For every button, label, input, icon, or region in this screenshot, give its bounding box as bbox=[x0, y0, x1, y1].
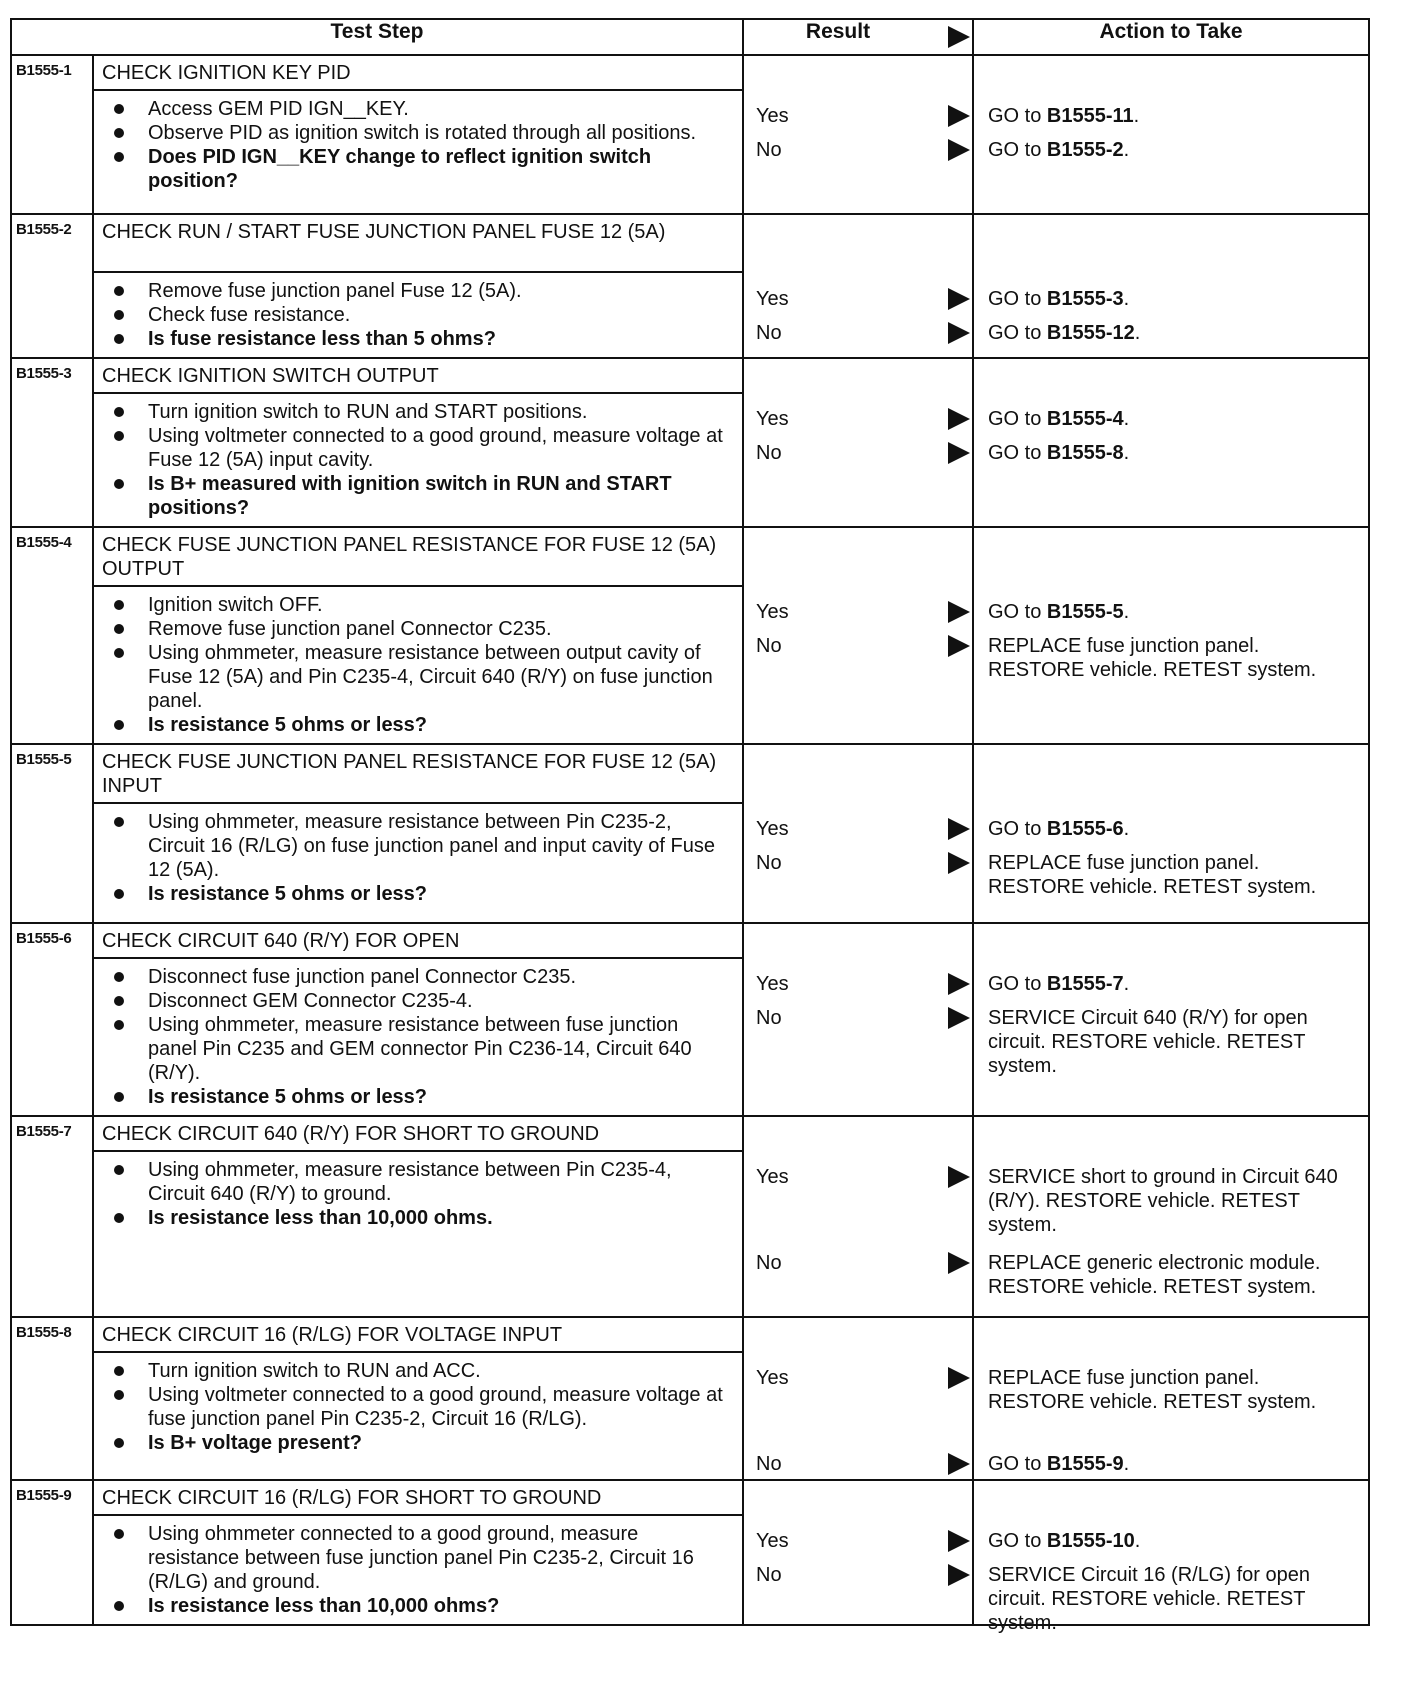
result-no-label: No bbox=[756, 852, 782, 874]
question-text: Is resistance less than 10,000 ohms? bbox=[148, 1595, 500, 1617]
action-text: GO to bbox=[988, 601, 1047, 623]
action-no bbox=[988, 138, 1360, 162]
action-no bbox=[988, 1563, 1360, 1635]
instruction-list bbox=[104, 279, 732, 351]
instruction-item bbox=[104, 1158, 732, 1206]
result-no-label: No bbox=[756, 322, 782, 344]
step-id: B1555-7 bbox=[11, 1116, 93, 1317]
action-text: SERVICE Circuit 16 (R/LG) for open circuit. RESTORE vehicle. RETEST system. bbox=[988, 1564, 1310, 1634]
instruction-text: Disconnect GEM Connector C235-4. bbox=[148, 990, 473, 1012]
result-no-label: No bbox=[756, 635, 782, 657]
arrow-right-icon bbox=[948, 1530, 970, 1552]
bullet-icon bbox=[114, 128, 124, 138]
question-item bbox=[104, 327, 732, 351]
bullet-icon bbox=[114, 1366, 124, 1376]
result-cell bbox=[743, 358, 973, 527]
instruction-list bbox=[104, 400, 732, 520]
instruction-text: Using ohmmeter, measure resistance between output cavity of Fuse 12 (5A) and Pin C235-4, Circuit 640 (R/Y) on fuse junction panel. bbox=[148, 642, 713, 712]
arrow-right-icon bbox=[948, 139, 970, 161]
table-header-row bbox=[11, 19, 1369, 55]
header-result bbox=[743, 19, 973, 55]
bullet-icon bbox=[114, 1020, 124, 1030]
result-cell bbox=[743, 527, 973, 744]
instruction-list bbox=[104, 97, 732, 193]
action-text: SERVICE Circuit 640 (R/Y) for open circuit. RESTORE vehicle. RETEST system. bbox=[988, 1007, 1308, 1077]
arrow-right-icon bbox=[948, 818, 970, 840]
action-step-ref: B1555-6 bbox=[1046, 818, 1124, 840]
instruction-text: Check fuse resistance. bbox=[148, 304, 351, 326]
step-instructions bbox=[93, 1352, 743, 1480]
step-id: B1555-1 bbox=[11, 55, 93, 214]
action-yes bbox=[988, 1165, 1360, 1237]
step-title: CHECK IGNITION KEY PID bbox=[93, 55, 743, 90]
action-cell bbox=[973, 55, 1369, 214]
bullet-icon bbox=[114, 1601, 124, 1611]
question-item bbox=[104, 1594, 732, 1618]
result-cell bbox=[743, 1317, 973, 1480]
diagnostic-table-sheet bbox=[10, 18, 1368, 1634]
instruction-text: Remove fuse junction panel Connector C235. bbox=[148, 618, 552, 640]
step-instructions bbox=[93, 272, 743, 358]
bullet-icon bbox=[114, 407, 124, 417]
step-title: CHECK IGNITION SWITCH OUTPUT bbox=[93, 358, 743, 393]
step-title-row bbox=[11, 744, 1369, 803]
instruction-list bbox=[104, 593, 732, 737]
action-suffix: . bbox=[1133, 105, 1140, 127]
question-text: Is resistance less than 10,000 ohms. bbox=[148, 1207, 493, 1229]
instruction-item bbox=[104, 279, 732, 303]
step-title-row bbox=[11, 214, 1369, 272]
bullet-icon bbox=[114, 104, 124, 114]
action-yes bbox=[988, 972, 1360, 996]
action-step-ref: B1555-10 bbox=[1046, 1530, 1135, 1552]
bullet-icon bbox=[114, 334, 124, 344]
action-text: REPLACE fuse junction panel. RESTORE vehicle. RETEST system. bbox=[988, 852, 1317, 898]
action-no bbox=[988, 634, 1360, 682]
result-yes-label: Yes bbox=[756, 1166, 789, 1188]
bullet-icon bbox=[114, 1438, 124, 1448]
question-item bbox=[104, 1206, 732, 1230]
bullet-icon bbox=[114, 972, 124, 982]
arrow-right-icon bbox=[948, 852, 970, 874]
action-text: GO to bbox=[988, 973, 1047, 995]
action-text: GO to bbox=[988, 322, 1047, 344]
result-cell bbox=[743, 923, 973, 1116]
instruction-text: Turn ignition switch to RUN and ACC. bbox=[148, 1360, 481, 1382]
result-yes-label: Yes bbox=[756, 1530, 789, 1552]
bullet-icon bbox=[114, 996, 124, 1006]
instruction-item bbox=[104, 121, 732, 145]
action-cell bbox=[973, 923, 1369, 1116]
step-instructions bbox=[93, 1151, 743, 1317]
bullet-icon bbox=[114, 720, 124, 730]
result-no-label: No bbox=[756, 1453, 782, 1475]
result-yes-label: Yes bbox=[756, 105, 789, 127]
instruction-text: Remove fuse junction panel Fuse 12 (5A). bbox=[148, 280, 522, 302]
action-text: GO to bbox=[988, 288, 1047, 310]
arrow-right-icon bbox=[948, 442, 970, 464]
question-text: Is resistance 5 ohms or less? bbox=[148, 883, 428, 905]
instruction-item bbox=[104, 965, 732, 989]
instruction-text: Access GEM PID IGN__KEY. bbox=[148, 98, 409, 120]
step-instructions bbox=[93, 1515, 743, 1625]
action-cell bbox=[973, 1116, 1369, 1317]
step-id: B1555-8 bbox=[11, 1317, 93, 1480]
result-cell bbox=[743, 1480, 973, 1625]
action-no bbox=[988, 441, 1360, 465]
action-step-ref: B1555-4 bbox=[1046, 408, 1124, 430]
action-text: REPLACE generic electronic module. RESTORE vehicle. RETEST system. bbox=[988, 1252, 1321, 1298]
pinpoint-test-table bbox=[10, 18, 1370, 1634]
action-cell bbox=[973, 358, 1369, 527]
action-step-ref: B1555-7 bbox=[1046, 973, 1124, 995]
step-instructions bbox=[93, 586, 743, 744]
action-step-ref: B1555-9 bbox=[1046, 1453, 1124, 1475]
step-title: CHECK RUN / START FUSE JUNCTION PANEL FUSE 12 (5A) bbox=[93, 214, 743, 272]
instruction-item bbox=[104, 989, 732, 1013]
question-item bbox=[104, 882, 732, 906]
action-suffix: . bbox=[1123, 601, 1130, 623]
action-text: REPLACE fuse junction panel. RESTORE vehicle. RETEST system. bbox=[988, 635, 1317, 681]
instruction-text: Using ohmmeter, measure resistance between Pin C235-2, Circuit 16 (R/LG) on fuse junction panel and input cavity of Fuse 12 (5A). bbox=[148, 811, 715, 881]
step-id: B1555-5 bbox=[11, 744, 93, 923]
step-title: CHECK FUSE JUNCTION PANEL RESISTANCE FOR FUSE 12 (5A) OUTPUT bbox=[93, 527, 743, 586]
action-cell bbox=[973, 1480, 1369, 1634]
arrow-right-icon bbox=[948, 26, 970, 48]
action-yes bbox=[988, 600, 1360, 624]
question-item bbox=[104, 145, 732, 193]
instruction-list bbox=[104, 1359, 732, 1455]
header-action: Action to Take bbox=[973, 19, 1369, 55]
action-no bbox=[988, 851, 1360, 899]
step-id: B1555-6 bbox=[11, 923, 93, 1116]
step-title: CHECK CIRCUIT 640 (R/Y) FOR SHORT TO GROUND bbox=[93, 1116, 743, 1151]
action-suffix: . bbox=[1134, 322, 1141, 344]
result-yes-label: Yes bbox=[756, 818, 789, 840]
bullet-icon bbox=[114, 648, 124, 658]
result-yes-label: Yes bbox=[756, 1367, 789, 1389]
bullet-icon bbox=[114, 600, 124, 610]
step-instructions bbox=[93, 803, 743, 923]
action-no bbox=[988, 1006, 1360, 1078]
instruction-item bbox=[104, 810, 732, 882]
action-yes bbox=[988, 1529, 1360, 1553]
arrow-right-icon bbox=[948, 408, 970, 430]
step-id: B1555-9 bbox=[11, 1480, 93, 1625]
action-suffix: . bbox=[1123, 408, 1130, 430]
bullet-icon bbox=[114, 1165, 124, 1175]
bullet-icon bbox=[114, 1390, 124, 1400]
instruction-text: Using ohmmeter, measure resistance between fuse junction panel Pin C235 and GEM connector Pin C236-14, Circuit 640 (R/Y). bbox=[148, 1014, 692, 1084]
arrow-right-icon bbox=[948, 601, 970, 623]
bullet-icon bbox=[114, 817, 124, 827]
action-no bbox=[988, 1452, 1360, 1476]
instruction-text: Using voltmeter connected to a good ground, measure voltage at Fuse 12 (5A) input cavity. bbox=[148, 425, 723, 471]
result-cell bbox=[743, 55, 973, 214]
instruction-text: Observe PID as ignition switch is rotated through all positions. bbox=[148, 122, 697, 144]
arrow-right-icon bbox=[948, 1166, 970, 1188]
instruction-text: Disconnect fuse junction panel Connector C235. bbox=[148, 966, 577, 988]
result-no-label: No bbox=[756, 1007, 782, 1029]
step-instructions bbox=[93, 393, 743, 527]
result-cell bbox=[743, 1116, 973, 1317]
action-text: GO to bbox=[988, 139, 1047, 161]
action-yes bbox=[988, 407, 1360, 431]
arrow-right-icon bbox=[948, 1007, 970, 1029]
arrow-right-icon bbox=[948, 1252, 970, 1274]
action-text: GO to bbox=[988, 442, 1047, 464]
instruction-item bbox=[104, 400, 732, 424]
step-title: CHECK CIRCUIT 640 (R/Y) FOR OPEN bbox=[93, 923, 743, 958]
result-cell bbox=[743, 744, 973, 923]
step-title-row bbox=[11, 527, 1369, 586]
arrow-right-icon bbox=[948, 635, 970, 657]
arrow-right-icon bbox=[948, 1367, 970, 1389]
result-no-label: No bbox=[756, 139, 782, 161]
bullet-icon bbox=[114, 479, 124, 489]
step-title-row bbox=[11, 1480, 1369, 1515]
arrow-right-icon bbox=[948, 973, 970, 995]
header-result-label: Result bbox=[805, 20, 871, 43]
arrow-right-icon bbox=[948, 1564, 970, 1586]
arrow-right-icon bbox=[948, 322, 970, 344]
action-text: GO to bbox=[988, 818, 1047, 840]
step-title: CHECK CIRCUIT 16 (R/LG) FOR SHORT TO GROUND bbox=[93, 1480, 743, 1515]
result-no-label: No bbox=[756, 1564, 782, 1586]
instruction-item bbox=[104, 97, 732, 121]
bullet-icon bbox=[114, 1529, 124, 1539]
action-step-ref: B1555-12 bbox=[1046, 322, 1135, 344]
question-text: Is B+ voltage present? bbox=[148, 1432, 362, 1454]
step-title-row bbox=[11, 1317, 1369, 1352]
instruction-item bbox=[104, 641, 732, 713]
action-suffix: . bbox=[1123, 442, 1130, 464]
arrow-right-icon bbox=[948, 105, 970, 127]
arrow-right-icon bbox=[948, 1453, 970, 1475]
instruction-item bbox=[104, 1522, 732, 1594]
action-no bbox=[988, 1251, 1360, 1299]
action-text: REPLACE fuse junction panel. RESTORE vehicle. RETEST system. bbox=[988, 1367, 1317, 1413]
question-text: Is resistance 5 ohms or less? bbox=[148, 714, 428, 736]
question-item bbox=[104, 1431, 732, 1455]
instruction-item bbox=[104, 593, 732, 617]
bullet-icon bbox=[114, 286, 124, 296]
action-cell bbox=[973, 744, 1369, 923]
result-cell bbox=[743, 214, 973, 358]
action-step-ref: B1555-11 bbox=[1046, 105, 1134, 127]
action-suffix: . bbox=[1123, 1453, 1130, 1475]
instruction-item bbox=[104, 1359, 732, 1383]
action-yes bbox=[988, 287, 1360, 311]
instruction-item bbox=[104, 303, 732, 327]
instruction-text: Using ohmmeter connected to a good ground, measure resistance between fuse junction panel Pin C235-2, Circuit 16 (R/LG) and ground. bbox=[148, 1523, 694, 1593]
question-item bbox=[104, 1085, 732, 1109]
step-title-row bbox=[11, 1116, 1369, 1151]
arrow-right-icon bbox=[948, 288, 970, 310]
bullet-icon bbox=[114, 889, 124, 899]
action-suffix: . bbox=[1123, 818, 1130, 840]
result-no-label: No bbox=[756, 1252, 782, 1274]
instruction-list bbox=[104, 965, 732, 1109]
result-no-label: No bbox=[756, 442, 782, 464]
question-item bbox=[104, 472, 732, 520]
action-step-ref: B1555-8 bbox=[1046, 442, 1124, 464]
instruction-list bbox=[104, 1522, 732, 1618]
action-text: GO to bbox=[988, 1530, 1047, 1552]
instruction-item bbox=[104, 1013, 732, 1085]
action-text: SERVICE short to ground in Circuit 640 (R/Y). RESTORE vehicle. RETEST system. bbox=[988, 1166, 1338, 1236]
question-text: Does PID IGN__KEY change to reflect ignition switch position? bbox=[148, 146, 652, 192]
action-suffix: . bbox=[1123, 139, 1130, 161]
action-yes bbox=[988, 1366, 1360, 1414]
bullet-icon bbox=[114, 310, 124, 320]
action-cell bbox=[973, 527, 1369, 744]
bullet-icon bbox=[114, 624, 124, 634]
step-instructions bbox=[93, 958, 743, 1116]
bullet-icon bbox=[114, 1213, 124, 1223]
action-step-ref: B1555-3 bbox=[1046, 288, 1124, 310]
action-cell bbox=[973, 1317, 1369, 1480]
instruction-text: Turn ignition switch to RUN and START positions. bbox=[148, 401, 588, 423]
instruction-text: Using voltmeter connected to a good ground, measure voltage at fuse junction panel Pin C235-2, Circuit 16 (R/LG). bbox=[148, 1384, 723, 1430]
action-yes bbox=[988, 104, 1360, 128]
step-title: CHECK CIRCUIT 16 (R/LG) FOR VOLTAGE INPUT bbox=[93, 1317, 743, 1352]
step-id: B1555-4 bbox=[11, 527, 93, 744]
action-no bbox=[988, 321, 1360, 345]
action-suffix: . bbox=[1123, 973, 1130, 995]
action-text: GO to bbox=[988, 1453, 1047, 1475]
action-text: GO to bbox=[988, 408, 1047, 430]
question-text: Is fuse resistance less than 5 ohms? bbox=[148, 328, 496, 350]
action-step-ref: B1555-2 bbox=[1046, 139, 1124, 161]
bullet-icon bbox=[114, 1092, 124, 1102]
instruction-item bbox=[104, 424, 732, 472]
step-title-row bbox=[11, 923, 1369, 958]
action-cell bbox=[973, 214, 1369, 358]
instruction-item bbox=[104, 617, 732, 641]
step-title: CHECK FUSE JUNCTION PANEL RESISTANCE FOR FUSE 12 (5A) INPUT bbox=[93, 744, 743, 803]
instruction-list bbox=[104, 810, 732, 906]
step-title-row bbox=[11, 55, 1369, 90]
bullet-icon bbox=[114, 431, 124, 441]
action-yes bbox=[988, 817, 1360, 841]
action-step-ref: B1555-5 bbox=[1046, 601, 1124, 623]
result-yes-label: Yes bbox=[756, 408, 789, 430]
instruction-item bbox=[104, 1383, 732, 1431]
action-text: GO to bbox=[988, 105, 1047, 127]
instruction-text: Ignition switch OFF. bbox=[148, 594, 323, 616]
step-instructions bbox=[93, 90, 743, 214]
question-text: Is resistance 5 ohms or less? bbox=[148, 1086, 428, 1108]
instruction-list bbox=[104, 1158, 732, 1230]
instruction-text: Using ohmmeter, measure resistance between Pin C235-4, Circuit 640 (R/Y) to ground. bbox=[148, 1159, 672, 1205]
step-title-row bbox=[11, 358, 1369, 393]
bullet-icon bbox=[114, 152, 124, 162]
question-item bbox=[104, 713, 732, 737]
header-test-step: Test Step bbox=[11, 19, 743, 55]
result-yes-label: Yes bbox=[756, 973, 789, 995]
result-yes-label: Yes bbox=[756, 601, 789, 623]
step-id: B1555-3 bbox=[11, 358, 93, 527]
action-suffix: . bbox=[1134, 1530, 1141, 1552]
result-yes-label: Yes bbox=[756, 288, 789, 310]
action-suffix: . bbox=[1123, 288, 1130, 310]
question-text: Is B+ measured with ignition switch in RUN and START positions? bbox=[148, 473, 672, 519]
step-id: B1555-2 bbox=[11, 214, 93, 358]
